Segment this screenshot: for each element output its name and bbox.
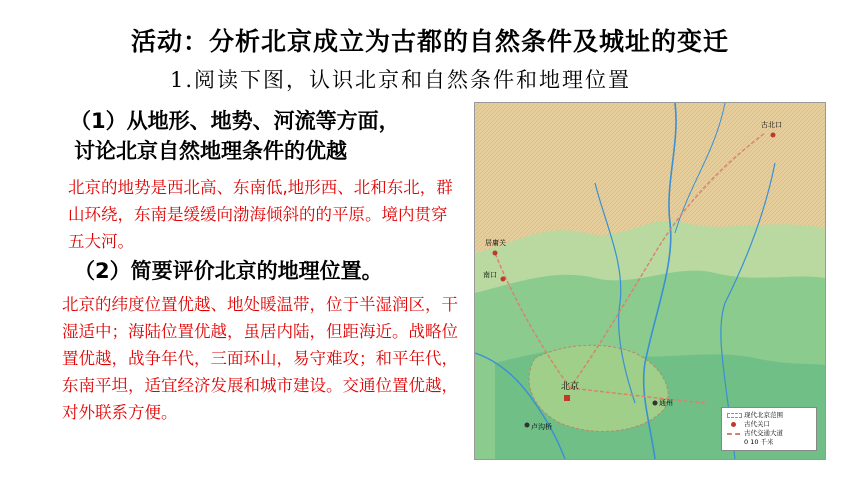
- legend-label-road: 古代交通大道: [744, 429, 783, 437]
- legend-item-boundary: [744, 411, 812, 420]
- label-beijing: 北京: [561, 382, 580, 392]
- legend-label-boundary: 现代北京范围: [744, 411, 783, 419]
- question-1-line-1: （1）从地形、地势、河流等方面，: [70, 109, 400, 133]
- page-subtitle: 1.阅读下图，认识北京和自然条件和地理位置: [170, 68, 632, 92]
- label-lugouqiao: 卢沟桥: [531, 423, 552, 431]
- legend-item-pass: [744, 420, 812, 429]
- lugouqiao-marker: [525, 423, 530, 428]
- tongzhou-marker: [653, 401, 658, 406]
- question-2: （2）简要评价北京的地理位置。: [74, 259, 383, 283]
- answer-1: 北京的地势是西北高、东南低,地形西、北和东北，群山环绕，东南是缓缓向渤海倾斜的的平原。境内贯穿五大河。: [68, 178, 453, 251]
- gubeikou-marker: [771, 133, 776, 138]
- label-gubeikou: 古北口: [761, 121, 782, 129]
- label-nankou: 南口: [483, 271, 497, 279]
- answer-2: 北京的纬度位置优越、地处暖温带，位于半湿润区，干湿适中；海陆位置优越，虽居内陆，但距海近。战略位置优越，战争年代，三面环山，易守难攻；和平年代，东南平坦，适宜经济发展和城市建设。交通位置优越，对外联系方便。: [62, 295, 458, 422]
- boundary-swatch: [727, 413, 742, 418]
- label-juyongguan: 居庸关: [485, 239, 506, 247]
- road-swatch: [727, 433, 740, 435]
- legend-label-pass: 古代关口: [744, 420, 770, 428]
- legend-scale: 0 10 千米: [744, 438, 774, 446]
- nankou-marker: [501, 277, 506, 282]
- label-tongzhou: 通州: [659, 399, 673, 407]
- map-graphic: [475, 103, 825, 459]
- question-1: [70, 106, 450, 166]
- beijing-marker: [564, 395, 570, 401]
- map-legend: [721, 407, 817, 451]
- question-1-line-2: 讨论北京自然地理条件的优越: [74, 139, 347, 163]
- pass-swatch: [731, 422, 736, 427]
- legend-item-road: [744, 429, 812, 438]
- juyongguan-marker: [493, 251, 498, 256]
- page-title: 活动：分析北京成立为古都的自然条件及城址的变迁: [130, 27, 729, 56]
- beijing-terrain-map: [474, 102, 826, 460]
